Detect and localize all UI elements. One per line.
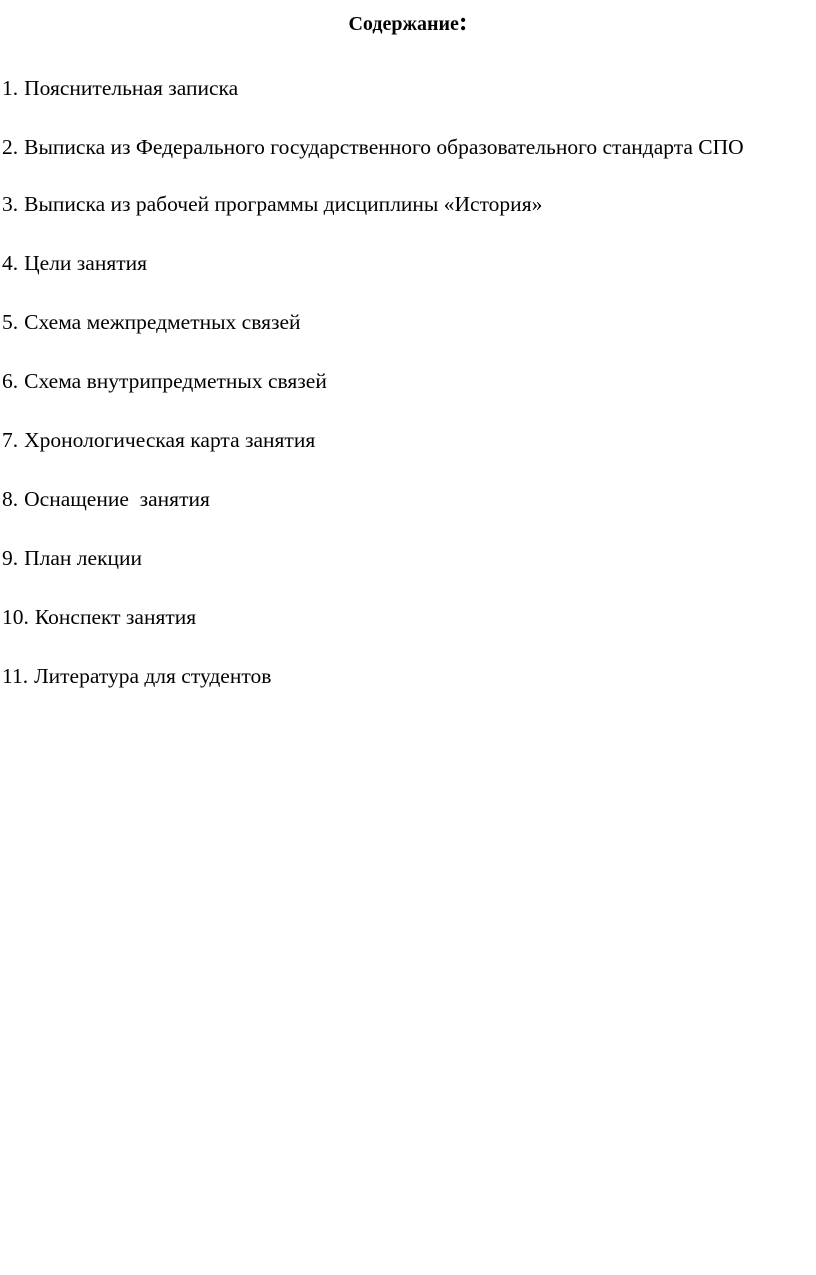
page-title: [0, 8, 816, 38]
toc-item-text: Выписка из Федерального государственного образовательного стандарта СПО: [24, 135, 744, 159]
toc-item-text: Оснащение занятия: [24, 487, 210, 511]
page-title-text: Содержание: [348, 13, 459, 35]
toc-item-number: 4.: [2, 251, 19, 275]
toc-item-number: 9.: [2, 546, 19, 570]
toc-item-text: Хронологическая карта занятия: [24, 428, 316, 452]
toc-item-text: Пояснительная записка: [24, 76, 239, 100]
toc-item-number: 2.: [2, 135, 19, 159]
toc-item-7: [2, 422, 802, 458]
toc-item-number: 11.: [2, 664, 29, 688]
toc-item-9: [2, 540, 802, 576]
toc-item-8: [2, 481, 802, 517]
toc-item-text: Выписка из рабочей программы дисциплины «История»: [24, 192, 543, 216]
page-title-colon: :: [458, 7, 468, 36]
toc-item-11: [2, 658, 802, 694]
toc-item-number: 6.: [2, 369, 19, 393]
toc-item-5: [2, 304, 802, 340]
toc-item-text: Схема межпредметных связей: [24, 310, 301, 334]
toc-item-text: Цели занятия: [24, 251, 148, 275]
toc-item-3: [2, 186, 802, 222]
toc-item-number: 5.: [2, 310, 19, 334]
table-of-contents: [2, 70, 802, 717]
toc-item-2: [2, 129, 802, 165]
toc-item-10: [2, 599, 802, 635]
toc-item-6: [2, 363, 802, 399]
toc-item-number: 10.: [2, 605, 29, 629]
toc-item-text: План лекции: [24, 546, 143, 570]
toc-item-number: 3.: [2, 192, 19, 216]
toc-item-number: 8.: [2, 487, 19, 511]
toc-item-text: Конспект занятия: [34, 605, 197, 629]
toc-item-1: [2, 70, 802, 106]
toc-item-number: 1.: [2, 76, 19, 100]
toc-item-text: Литература для студентов: [34, 664, 272, 688]
toc-item-4: [2, 245, 802, 281]
toc-item-text: Схема внутрипредметных связей: [24, 369, 327, 393]
toc-item-number: 7.: [2, 428, 19, 452]
